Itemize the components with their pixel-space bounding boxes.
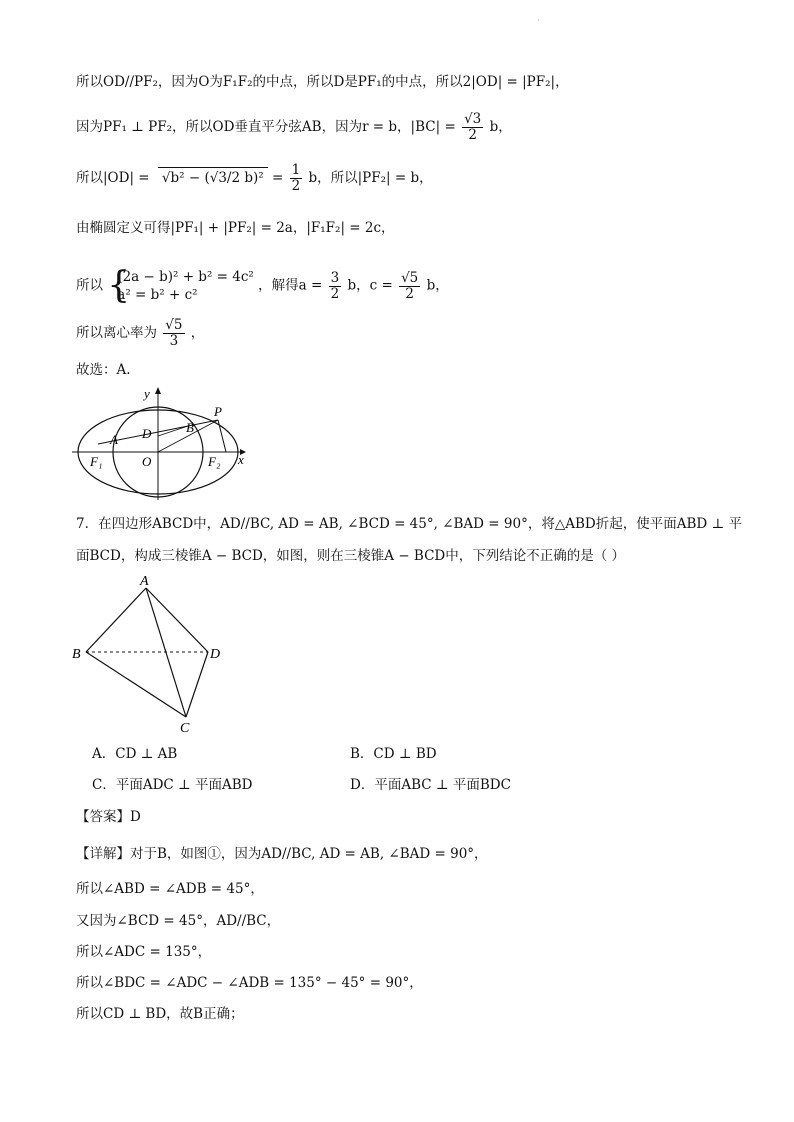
solution-line-4: 由椭圆定义可得|PF₁| + |PF₂| = 2a，|F₁F₂| = 2c， bbox=[76, 220, 395, 236]
detail-line-3: 又因为∠BCD = 45°，AD//BC， bbox=[76, 913, 281, 929]
option-B[interactable]: B．CD ⊥ BD bbox=[350, 746, 437, 762]
detail-line-1: 【详解】对于B，如图①，因为AD//BC, AD = AB, ∠BAD = 90°， bbox=[76, 846, 488, 862]
line5-text-a: 所以 bbox=[76, 277, 103, 294]
line2-text-b: b， bbox=[489, 119, 512, 135]
frac-num: 3 bbox=[330, 269, 340, 286]
line3-text-c: b，所以|PF₂| = b， bbox=[308, 170, 433, 186]
detail-line-2: 所以∠ABD = ∠ADB = 45°， bbox=[76, 881, 264, 897]
brace-icon: { bbox=[107, 265, 131, 306]
tetrahedron-figure bbox=[70, 572, 240, 737]
frac-den: 3 bbox=[169, 333, 179, 349]
line6-text-b: ， bbox=[190, 325, 205, 341]
label-D: D bbox=[142, 426, 152, 441]
label-y: y bbox=[144, 386, 150, 401]
detail-line-6: 所以CD ⊥ BD，故B正确； bbox=[76, 1006, 244, 1022]
line5-text-c: b，c = bbox=[347, 277, 393, 294]
option-A[interactable]: A．CD ⊥ AB bbox=[92, 746, 178, 762]
question-7-line-1: 7．在四边形ABCD中，AD//BC, AD = AB, ∠BCD = 45°, ∠BAD = 90°，将△ABD折起，使平面ABD ⊥ 平 bbox=[76, 516, 742, 532]
segment-PF2 bbox=[218, 420, 226, 452]
edge-AB bbox=[86, 588, 146, 652]
edge-DC bbox=[186, 652, 208, 717]
label-A: A bbox=[110, 432, 118, 447]
fraction-sqrt5-over-3 bbox=[163, 318, 184, 349]
sqrt-radicand: b² − (√3/2 b)² bbox=[170, 170, 264, 186]
system-eq-1: (2a − b)² + b² = 4c² bbox=[117, 269, 254, 285]
label-D: D bbox=[210, 647, 221, 662]
label-F2: F₂ bbox=[208, 454, 221, 469]
y-axis-arrow-icon bbox=[155, 387, 161, 394]
equation-system bbox=[107, 265, 254, 306]
solution-line-3 bbox=[76, 163, 433, 194]
fraction-sqrt5-over-2 bbox=[399, 271, 420, 302]
frac-den: 2 bbox=[291, 178, 301, 194]
detail-line-5: 所以∠BDC = ∠ADC − ∠ADB = 135° − 45° = 90°， bbox=[76, 975, 423, 991]
label-B: B bbox=[72, 647, 81, 662]
line6-text-a: 所以离心率为 bbox=[76, 325, 157, 341]
ellipse-circle-figure bbox=[70, 382, 260, 507]
fraction-sqrt3-over-2 bbox=[462, 112, 483, 143]
label-F1: F₁ bbox=[90, 454, 103, 469]
frac-num: √5 bbox=[165, 317, 183, 333]
frac-num: √3 bbox=[464, 111, 482, 127]
frac-den: 2 bbox=[405, 285, 414, 302]
detail-line-4: 所以∠ADC = 135°， bbox=[76, 944, 212, 960]
label-C: C bbox=[180, 721, 190, 736]
header-mark: · bbox=[537, 16, 540, 25]
line2-text-a: 因为PF₁ ⊥ PF₂，所以OD垂直平分弦AB，因为r = b，|BC| = bbox=[76, 119, 456, 135]
line3-text-a: 所以|OD| = bbox=[76, 170, 150, 186]
sqrt-expression: √b² − (√3/2 b)² bbox=[158, 167, 268, 188]
label-B: B bbox=[186, 420, 194, 435]
line5-text-d: b， bbox=[426, 277, 449, 294]
frac-num: √5 bbox=[401, 269, 419, 286]
label-x: x bbox=[238, 452, 244, 467]
system-eq-2: a² = b² + c² bbox=[117, 287, 198, 303]
solution-line-2 bbox=[76, 112, 512, 143]
frac-den: 2 bbox=[330, 285, 340, 302]
label-P: P bbox=[214, 404, 222, 419]
solution-line-6 bbox=[76, 318, 204, 349]
label-A: A bbox=[140, 574, 149, 589]
line5-text-b: ，解得a = bbox=[258, 277, 323, 294]
answer-line: 【答案】D bbox=[76, 809, 141, 825]
fraction-one-half bbox=[290, 163, 303, 194]
fraction-three-half bbox=[329, 271, 342, 302]
solution-line-7: 故选：A. bbox=[76, 362, 131, 378]
question-7-line-2: 面BCD，构成三棱锥A − BCD，如图，则在三棱锥A − BCD中，下列结论不正确的是（ ） bbox=[76, 548, 626, 564]
frac-num: 1 bbox=[291, 162, 301, 178]
solution-line-5 bbox=[76, 265, 449, 306]
solution-line-1: 所以OD//PF₂，因为O为F₁F₂的中点，所以D是PF₁的中点，所以2|OD| = |PF₂|， bbox=[76, 74, 569, 90]
frac-den: 2 bbox=[468, 127, 477, 143]
edge-BC bbox=[86, 652, 186, 717]
option-D[interactable]: D．平面ABC ⊥ 平面BDC bbox=[350, 777, 511, 793]
option-C[interactable]: C．平面ADC ⊥ 平面ABD bbox=[92, 777, 253, 793]
label-O: O bbox=[142, 454, 152, 469]
line3-equals: = bbox=[271, 170, 284, 186]
